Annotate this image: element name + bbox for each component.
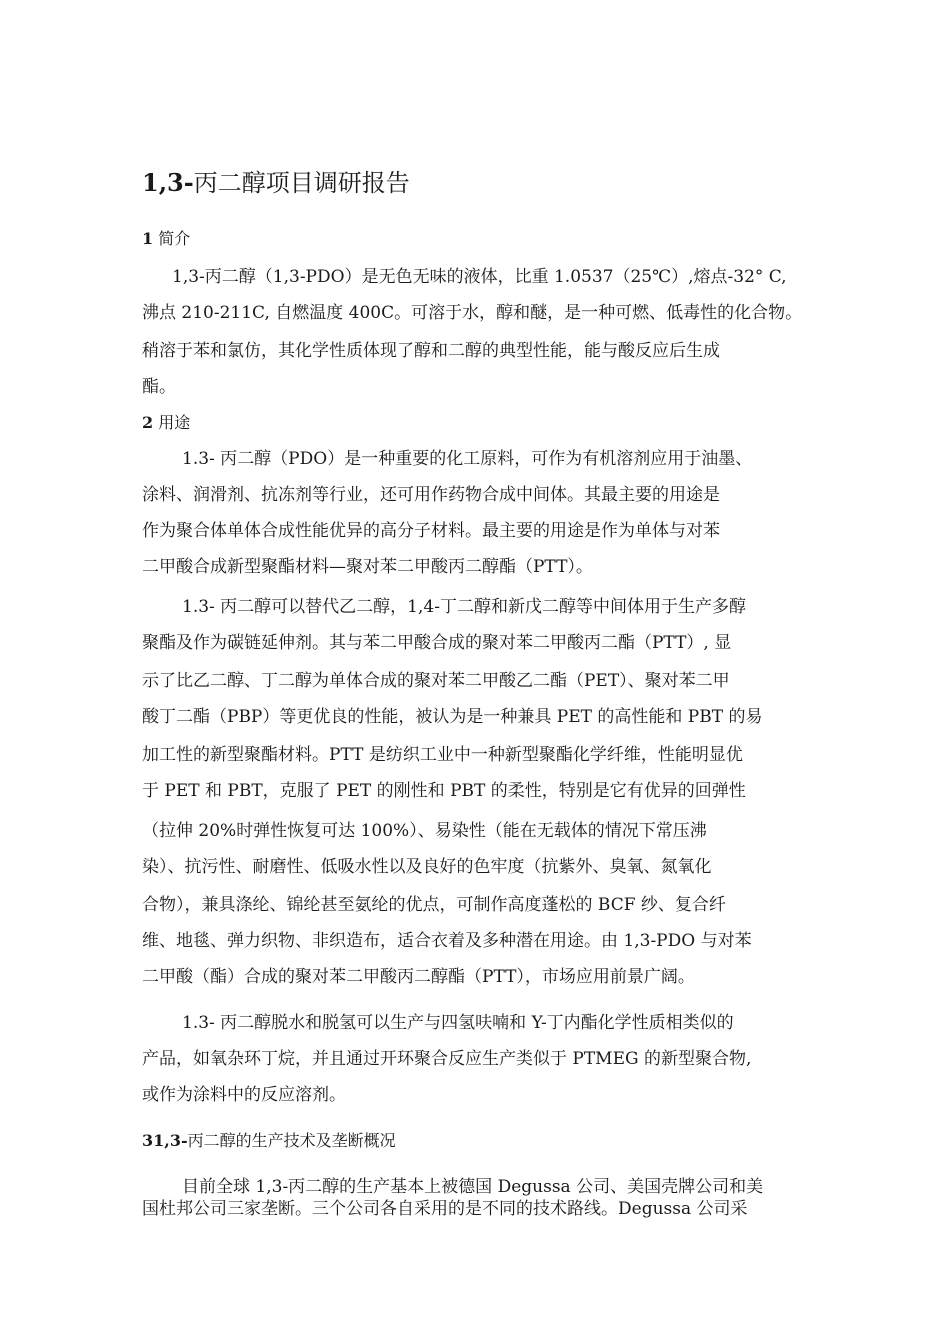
paragraph-line: 1.3- 丙二醇脱水和脱氢可以生产与四氢呋喃和 Y-丁内酯化学性质相类似的 xyxy=(182,1013,734,1033)
paragraph-line: 二甲酸（酯）合成的聚对苯二甲酸丙二醇酯（PTT），市场应用前景广阔。 xyxy=(142,967,695,987)
paragraph-line: 酯。 xyxy=(142,377,176,397)
paragraph-line: 作为聚合体单体合成性能优异的高分子材料。最主要的用途是作为单体与对苯 xyxy=(142,521,720,541)
title-number: 1,3- xyxy=(142,168,194,197)
section-title: 用途 xyxy=(158,413,191,432)
paragraph-line: 1.3- 丙二醇可以替代乙二醇，1,4-丁二醇和新戊二醇等中间体用于生产多醇 xyxy=(182,597,746,617)
document-title xyxy=(142,168,410,198)
section-title: 简介 xyxy=(158,229,191,248)
paragraph-line: 二甲酸合成新型聚酯材料—聚对苯二甲酸丙二醇酯（PTT）。 xyxy=(142,557,593,577)
paragraph-line: 稍溶于苯和氯仿，其化学性质体现了醇和二醇的典型性能，能与酸反应后生成 xyxy=(142,341,720,361)
section-heading-3 xyxy=(142,1130,396,1152)
paragraph-line: 示了比乙二醇、丁二醇为单体合成的聚对苯二甲酸乙二酯（PET）、聚对苯二甲 xyxy=(142,671,730,691)
paragraph-line: 国杜邦公司三家垄断。三个公司各自采用的是不同的技术路线。Degussa 公司采 xyxy=(142,1199,748,1219)
paragraph-line: （拉伸 20%时弹性恢复可达 100%）、易染性（能在无载体的情况下常压沸 xyxy=(142,821,707,841)
paragraph-line: 涂料、润滑剂、抗冻剂等行业，还可用作药物合成中间体。其最主要的用途是 xyxy=(142,485,720,505)
section-heading-1 xyxy=(142,228,190,250)
section-heading-2 xyxy=(142,412,190,434)
section-number: 1 xyxy=(142,229,154,248)
paragraph-line: 目前全球 1,3-丙二醇的生产基本上被德国 Degussa 公司、美国壳牌公司和美 xyxy=(182,1177,764,1197)
paragraph-line: 聚酯及作为碳链延伸剂。其与苯二甲酸合成的聚对苯二甲酸丙二酯（PTT）, 显 xyxy=(142,633,732,653)
paragraph-line: 沸点 210-211C, 自燃温度 400C。可溶于水，醇和醚，是一种可燃、低毒性的化合物。 xyxy=(142,303,803,323)
paragraph-line: 1.3- 丙二醇（PDO）是一种重要的化工原料，可作为有机溶剂应用于油墨、 xyxy=(182,449,753,469)
section-number: 2 xyxy=(142,413,154,432)
paragraph-line: 加工性的新型聚酯材料。PTT 是纺织工业中一种新型聚酯化学纤维，性能明显优 xyxy=(142,745,743,765)
paragraph-line: 1,3-丙二醇（1,3-PDO）是无色无味的液体，比重 1.0537（25℃）,熔点-32° C, xyxy=(172,267,787,287)
paragraph-line: 于 PET 和 PBT，克服了 PET 的刚性和 PBT 的柔性，特别是它有优异的回弹性 xyxy=(142,781,746,801)
paragraph-line: 维、地毯、弹力织物、非织造布，适合衣着及多种潜在用途。由 1,3-PDO 与对苯 xyxy=(142,931,752,951)
paragraph-line: 合物），兼具涤纶、锦纶甚至氨纶的优点，可制作高度蓬松的 BCF 纱、复合纤 xyxy=(142,895,726,915)
paragraph-line: 酸丁二酯（PBP）等更优良的性能，被认为是一种兼具 PET 的高性能和 PBT 的易 xyxy=(142,707,763,727)
paragraph-line: 染）、抗污性、耐磨性、低吸水性以及良好的色牢度（抗紫外、臭氧、氮氧化 xyxy=(142,857,712,877)
title-text: 丙二醇项目调研报告 xyxy=(193,169,410,197)
section-title: 丙二醇的生产技术及垄断概况 xyxy=(187,1131,396,1150)
paragraph-line: 或作为涂料中的反应溶剂。 xyxy=(142,1085,346,1105)
paragraph-line: 产品，如氧杂环丁烷，并且通过开环聚合反应生产类似于 PTMEG 的新型聚合物, xyxy=(142,1049,752,1069)
section-number: 31,3- xyxy=(142,1131,188,1150)
